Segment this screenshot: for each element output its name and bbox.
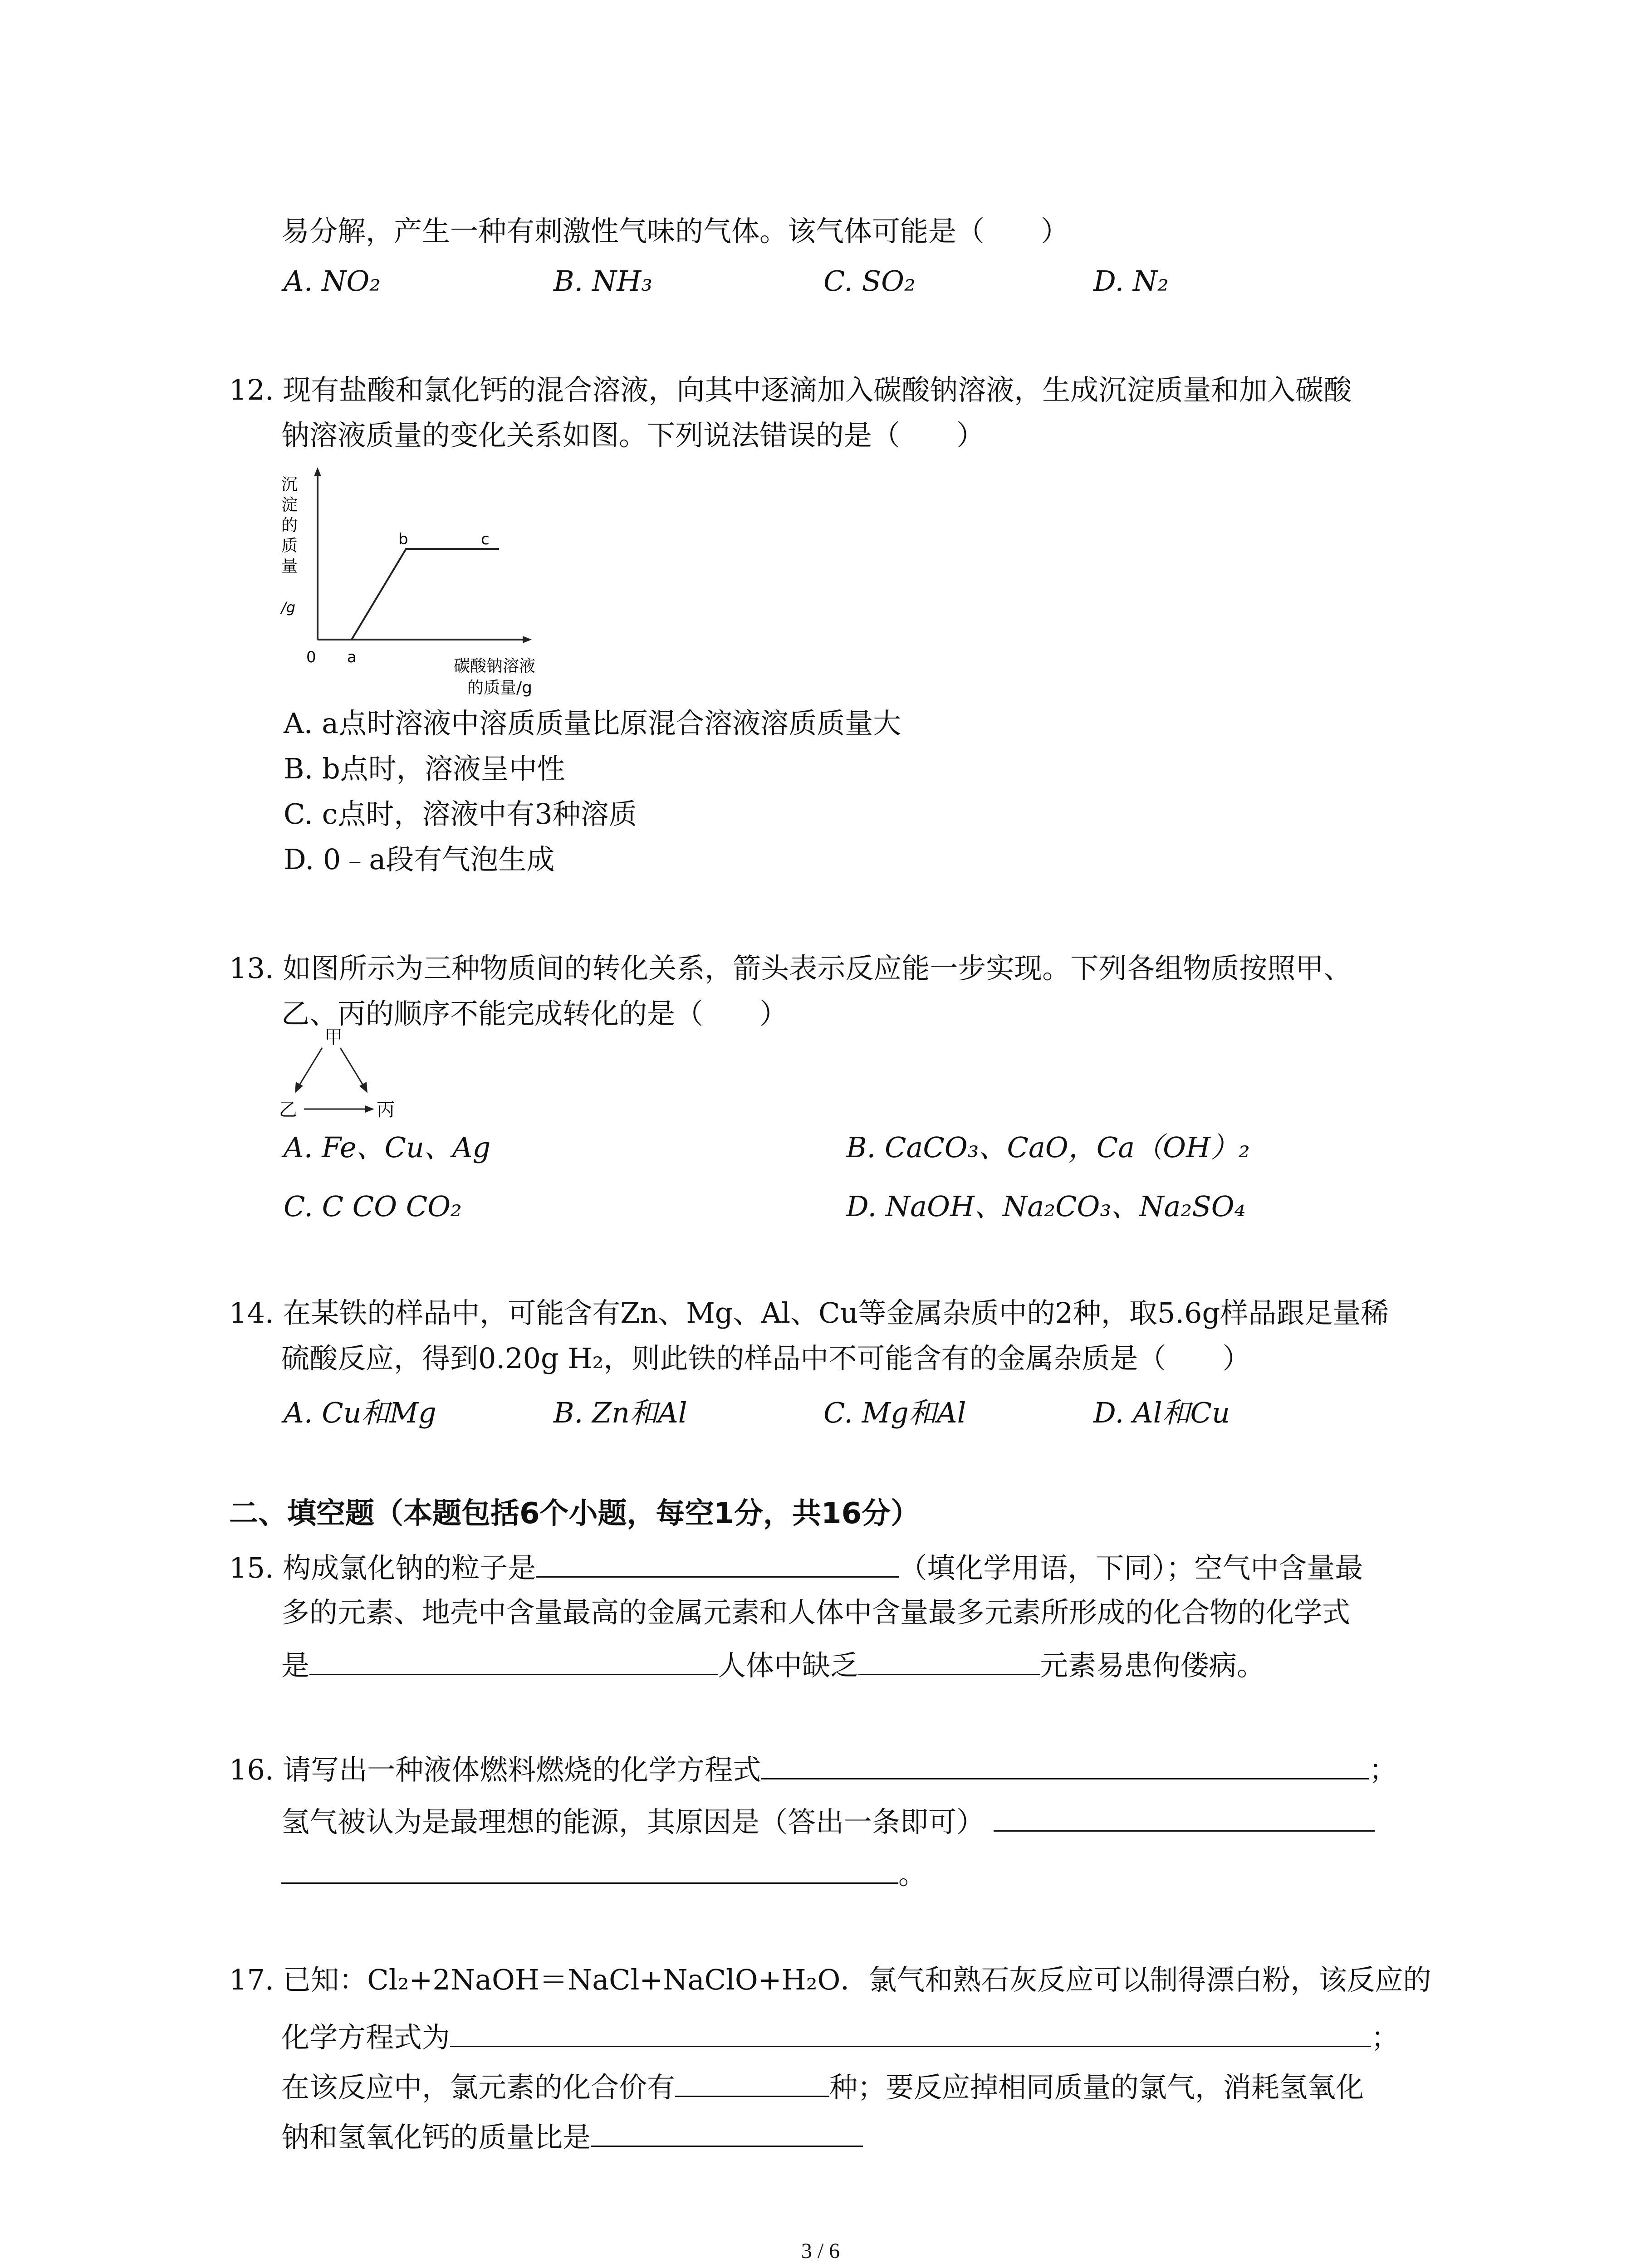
chart-ylabel-2: 的 [281, 516, 298, 535]
chart-xlabel-line2: 的质量/g [467, 679, 532, 697]
q13-option-a: A. Fe、Cu、Ag [284, 1131, 491, 1164]
chart-point-c: c [481, 530, 490, 548]
q12-stem-line1: 12. 现有盐酸和氯化钙的混合溶液，向其中逐滴加入碳酸钠溶液，生成沉淀质量和加入碳酸 [229, 373, 1352, 406]
q17-blank-3[interactable] [591, 2118, 863, 2147]
chart-ylabel-1: 淀 [281, 496, 298, 514]
q11-option-a: A. NO₂ [284, 264, 381, 298]
q12-stem-line2: 钠溶液质量的变化关系如图。下列说法错误的是（ ） [281, 419, 985, 452]
q14-option-b: B. Zn和Al [554, 1396, 687, 1429]
q13-option-c: C. C CO CO₂ [284, 1190, 462, 1223]
chart-line [352, 549, 499, 640]
page-number: 3 / 6 [801, 2239, 840, 2263]
q13-stem-line1: 13. 如图所示为三种物质间的转化关系，箭头表示反应能一步实现。下列各组物质按照甲、 [229, 952, 1352, 985]
diagram-top: 甲 [324, 1027, 343, 1048]
q17-line1: 17. 已知：Cl₂+2NaOH＝NaCl+NaClO+H₂O．氯气和熟石灰反应可以制得漂白粉，该反应的 [229, 1963, 1431, 1996]
q17-line2: 化学方程式为 ； [281, 2019, 1399, 2056]
q13-diagram [272, 1025, 417, 1125]
q15-line2: 多的元素、地壳中含量最高的金属元素和人体中含量最多元素所形成的化合物的化学式 [281, 1596, 1351, 1629]
q14-option-d: D. Al和Cu [1093, 1396, 1230, 1429]
chart-ylabel-3: 质 [281, 537, 298, 555]
q16-blank-1[interactable] [761, 1751, 1369, 1779]
q16-line2: 氢气被认为是最理想的能源，其原因是（答出一条即可） [281, 1803, 1375, 1840]
diagram-left: 乙 [279, 1100, 297, 1120]
q16-line1: 16. 请写出一种液体燃料燃烧的化学方程式 ； [229, 1751, 1397, 1788]
chart-origin: 0 [306, 648, 316, 666]
q12-option-b: B. b点时，溶液呈中性 [284, 752, 565, 785]
section-title: 二、填空题（本题包括6个小题，每空1分，共16分） [229, 1497, 920, 1530]
q17-line4: 钠和氢氧化钙的质量比是 [281, 2118, 863, 2156]
q12-option-d: D. 0﹣a段有气泡生成 [284, 843, 555, 876]
q12-option-c: C. c点时，溶液中有3种溶质 [284, 797, 637, 831]
q12-chart [272, 463, 590, 708]
q11-option-c: C. SO₂ [823, 264, 916, 298]
q17-line3: 在该反应中，氯元素的化合价有 种；要反应掉相同质量的氯气，消耗氢氧化 [281, 2068, 1364, 2106]
q13-stem-line2: 乙、丙的顺序不能完成转化的是（ ） [281, 997, 788, 1030]
q11-option-b: B. NH₃ [554, 264, 653, 298]
q15-blank-3[interactable] [858, 1647, 1040, 1675]
q15-line1: 15. 构成氯化钠的粒子是 （填化学用语，下同）；空气中含量最 [229, 1549, 1363, 1586]
chart-ylabel-0: 沉 [281, 475, 298, 494]
q13-option-d: D. NaOH、Na₂CO₃、Na₂SO₄ [846, 1190, 1246, 1223]
q12-option-a: A. a点时溶液中溶质质量比原混合溶液溶质质量大 [284, 707, 901, 740]
q14-option-c: C. Mg和Al [823, 1396, 966, 1429]
chart-y-arrow [314, 467, 321, 476]
chart-ylabel-4: 量 [281, 557, 298, 576]
q16-blank-2[interactable] [994, 1803, 1375, 1832]
q14-stem-line2: 硫酸反应，得到0.20g H₂，则此铁的样品中不可能含有的金属杂质是（ ） [281, 1342, 1251, 1375]
chart-xlabel-line1: 碳酸钠溶液 [454, 657, 536, 675]
q16-blank-3[interactable] [281, 1855, 898, 1884]
q16-line3: 。 [281, 1855, 926, 1892]
q14-stem-line1: 14. 在某铁的样品中，可能含有Zn、Mg、Al、Cu等金属杂质中的2种，取5.6g样品跟足量稀 [229, 1296, 1389, 1330]
q14-option-a: A. Cu和Mg [284, 1396, 436, 1429]
q17-blank-1[interactable] [450, 2019, 1371, 2047]
chart-ylabel-5: /g [281, 599, 296, 616]
chart-point-a: a [347, 648, 357, 666]
q11-stem-tail: 易分解，产生一种有刺激性气味的气体。该气体可能是（ ） [281, 215, 1069, 248]
q15-line3: 是 人体中缺乏 元素易患佝偻病。 [281, 1647, 1265, 1684]
chart-x-arrow [523, 636, 532, 643]
diagram-right: 丙 [377, 1100, 395, 1120]
q15-blank-1[interactable] [536, 1549, 899, 1578]
q11-option-d: D. N₂ [1093, 264, 1169, 298]
q13-option-b: B. CaCO₃、CaO，Ca（OH）₂ [846, 1131, 1250, 1164]
q17-blank-2[interactable] [675, 2068, 829, 2097]
chart-point-b: b [398, 530, 408, 548]
q15-blank-2[interactable] [309, 1647, 718, 1675]
